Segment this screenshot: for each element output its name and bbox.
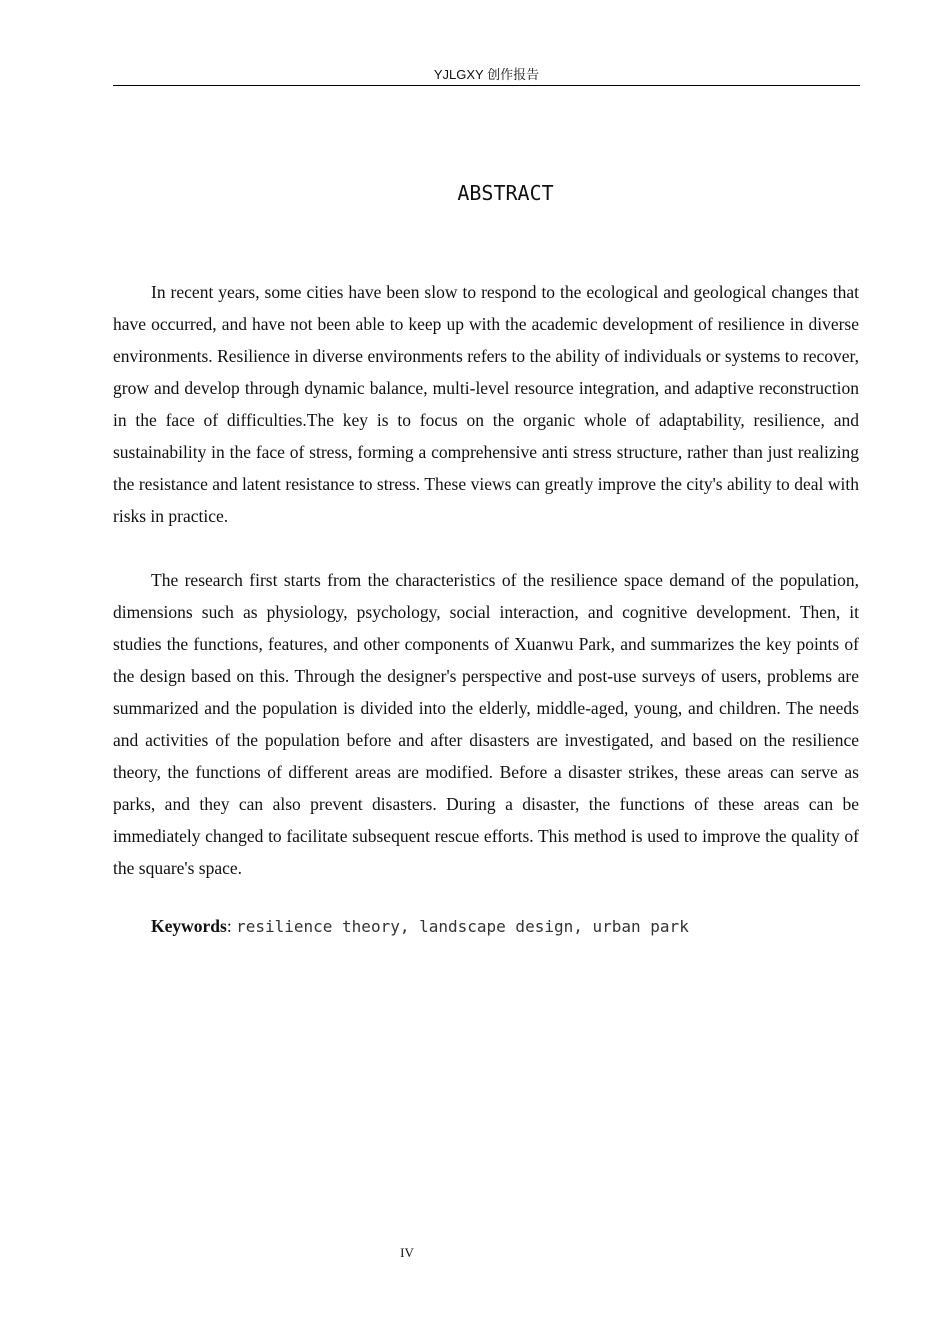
abstract-title: ABSTRACT xyxy=(457,181,554,205)
running-title: YJLGXY 创作报告 xyxy=(433,67,540,82)
abstract-paragraph-1: In recent years, some cities have been slow to respond to the ecological and geological changes that have occurred, and have not been able to keep up with the academic development of resilience in diverse environments. Resilience in diverse environments refers to the ability of individuals or systems to recover, grow and develop through dynamic balance, multi-level resource integration, and adaptive reconstruction in the face of difficulties.The key is to focus on the organic whole of adaptability, resilience, and sustainability in the face of stress, forming a comprehensive anti stress structure, rather than just realizing the resistance and latent resistance to stress. These views can greatly improve the city's ability to deal with risks in practice. xyxy=(113,282,859,526)
abstract-paragraph-2: The research first starts from the characteristics of the resilience space demand of the population, dimensions such as physiology, psychology, social interaction, and cognitive development. Then, it studies the functions, features, and other components of Xuanwu Park, and summarizes the key points of the design based on this. Through the designer's perspective and post-use surveys of users, problems are summarized and the population is divided into the elderly, middle-aged, young, and children. The needs and activities of the population before and after disasters are investigated, and based on the resilience theory, the functions of different areas are modified. Before a disaster strikes, these areas can serve as parks, and they can also prevent disasters. During a disaster, the functions of these areas can be immediately changed to facilitate subsequent rescue efforts. This method is used to improve the quality of the square's space. xyxy=(113,570,859,878)
keywords-value: resilience theory, landscape design, urban park xyxy=(236,917,689,936)
page-header xyxy=(113,64,860,86)
keywords-line xyxy=(151,910,851,943)
keywords-separator: : xyxy=(226,916,237,936)
page-number: IV xyxy=(400,1245,414,1260)
keywords-label: Keywords xyxy=(151,916,227,936)
